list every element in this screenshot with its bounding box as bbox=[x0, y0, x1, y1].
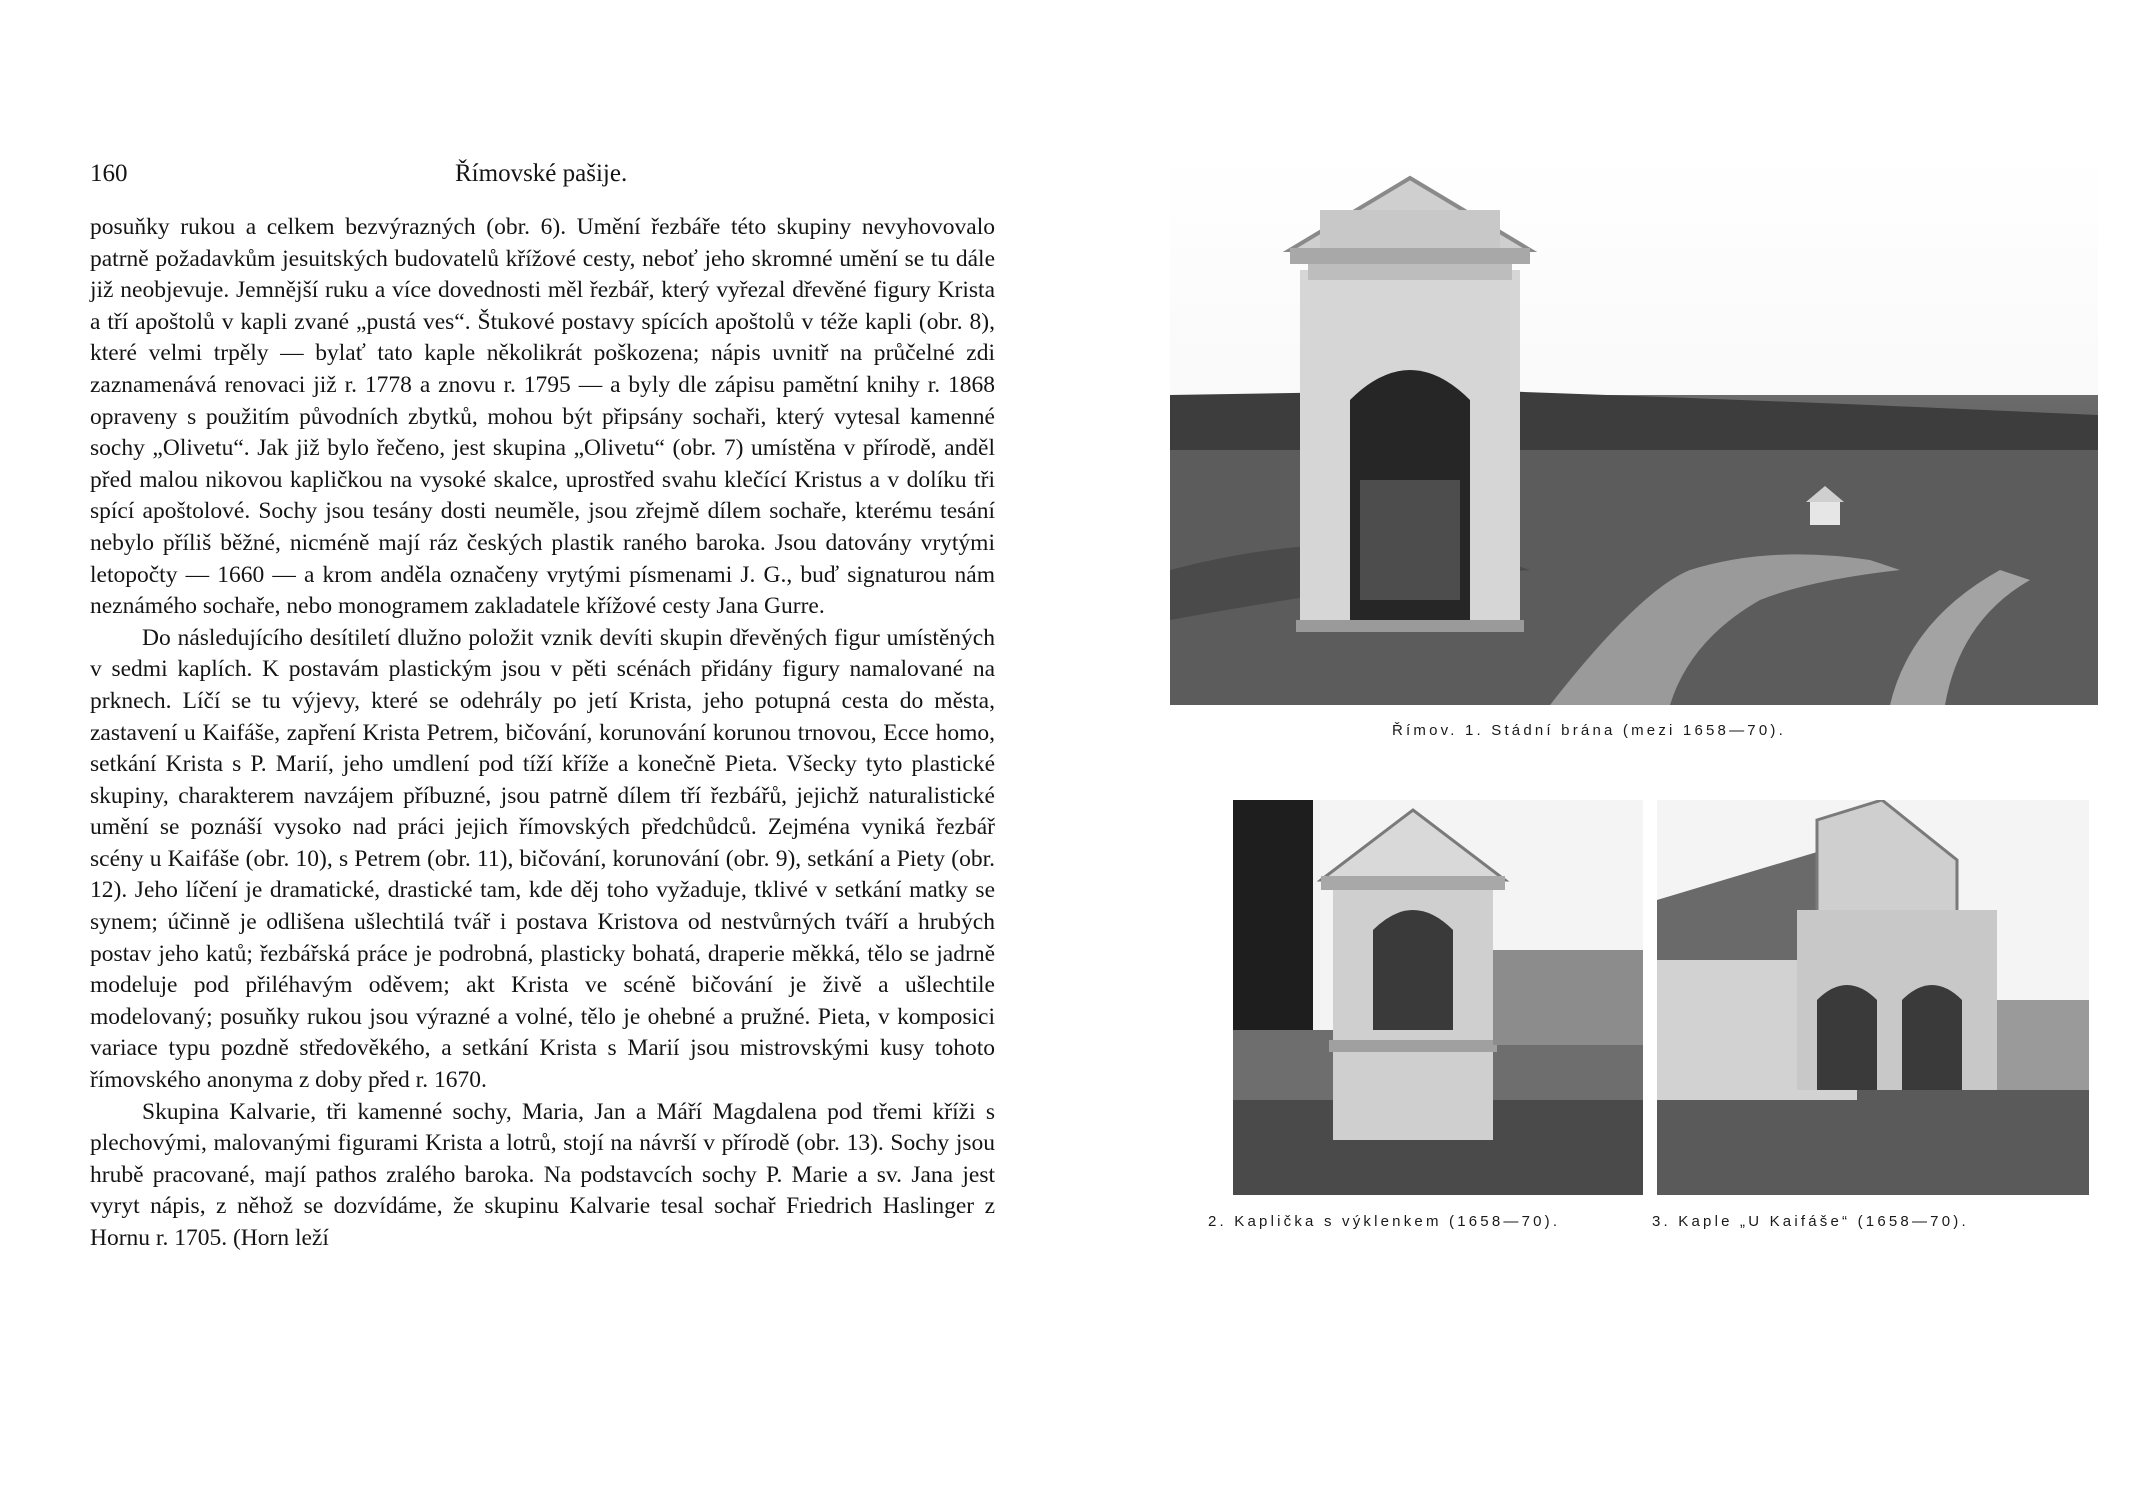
kaifas-chapel-image bbox=[1657, 800, 2089, 1195]
figure-3-caption: 3. Kaple „U Kaifáše“ (1658—70). bbox=[1652, 1213, 1969, 1230]
figure-3-photo bbox=[1657, 800, 2089, 1195]
figure-1-caption: Římov. 1. Stádní brána (mezi 1658—70). bbox=[1392, 722, 1786, 739]
paragraph-1: posuňky rukou a celkem bezvýrazných (obr. 6). Umění řezbáře této skupiny nevyhovovalo patrně požadavkům jesuitských budovatelů křížové cesty, neboť jeho skromné umění se tu dále již neobjevuje. Jemnější ruku a více dovednosti měl řezbář, který vyřezal dřevěné figury Krista a tří apoštolů v kapli zvané „pustá ves“. Štukové postavy spících apoštolů v téže kapli (obr. 8), které velmi trpěly — bylať tato kaple několikrát poškozena; nápis uvnitř na průčelné zdi zaznamenává renovaci již r. 1778 a znovu r. 1795 — a byly dle zápisu pamětní knihy r. 1868 opraveny s použitím původních zbytků, mohou být připsány sochaři, který vytesal kamenné sochy „Olivetu“. Jak již bylo řečeno, jest skupina „Olivetu“ (obr. 7) umístěna v přírodě, anděl před malou nikovou kapličkou na vysoké skalce, uprostřed svahu klečící Kristus a v dolíku tři spící apoštolové. Sochy jsou tesány dosti neuměle, jsou zřejmě dílem sochaře, kterému tesání nebylo příliš běžné, nicméně mají ráz českých plastik raného baroka. Jsou datovány vrytými letopočty — 1660 — a krom anděla označeny vrytými písmenami J. G., buď signaturou nám neznámého sochaře, nebo monogramem zakladatele křížové cesty Jana Gurre. bbox=[90, 214, 995, 620]
paragraph-3: Skupina Kalvarie, tři kamenné sochy, Maria, Jan a Máří Magdalena pod třemi kříži s plechovými, malovanými figurami Krista a lotrů, stojí na návrší v přírodě (obr. 13). Sochy jsou hrubě pracované, mají pathos zralého baroka. Na podstavcích sochy P. Marie a sv. Jana jest vyryt nápis, z něhož se dozvídáme, že skupinu Kalvarie tesal sochař Friedrich Haslinger z Hornu r. 1705. (Horn leží bbox=[90, 1098, 995, 1251]
niche-chapel-image bbox=[1233, 800, 1643, 1195]
body-text bbox=[90, 212, 995, 1255]
figure-2-photo bbox=[1233, 800, 1643, 1195]
figure-1-photo bbox=[1170, 150, 2098, 705]
right-page bbox=[1160, 150, 2120, 1450]
left-page bbox=[90, 150, 1000, 1450]
paragraph-2: Do následujícího desítiletí dlužno položit vznik devíti skupin dřevěných figur umístěných v sedmi kaplích. K postavám plastickým jsou v pěti scénách přidány figury namalované na prknech. Líčí se tu výjevy, které se odehrály po jetí Krista, jeho potupná cesta do města, zastavení u Kaifáše, zapření Krista Petrem, bičování, korunování korunou trnovou, Ecce homo, setkání Krista s P. Marií, jeho umdlení pod tíží kříže a konečně Pieta. Všecky tyto plastické skupiny, charakterem navzájem příbuzné, jsou patrně dílem tří řezbářů, jejichž naturalistické umění se poznáší vysoko nad práci jejich římovských předchůdců. Zejména vyniká řezbář scény u Kaifáše (obr. 10), s Petrem (obr. 11), bičování, korunování (obr. 9), setkání a Piety (obr. 12). Jeho líčení je dramatické, drastické tam, kde děj toho vyžaduje, tklivé v setkání matky se synem; účinně je odlišena ušlechtilá tvář i postava Kristova od nestvůrných tváří a hrubých postav jeho katů; řezbářská práce je podrobná, plasticky bohatá, draperie měkká, tělo se jadrně modeluje pod přiléhavým oděvem; akt Krista ve scéně bičování je živě a ušlechtile modelovaný; posuňky rukou jsou výrazné a volné, tělo je ohebné a pružné. Pieta, v komposici variace typu pozdně středověkého, a setkání Krista s Marií jsou mistrovskými kusy tohoto římovského anonyma z doby před r. 1670. bbox=[90, 624, 995, 1094]
figure-2-caption: 2. Kaplička s výklenkem (1658—70). bbox=[1208, 1213, 1561, 1230]
page-number: 160 bbox=[90, 160, 128, 187]
gate-landscape-image bbox=[1170, 150, 2098, 705]
running-title: Římovské pašije. bbox=[455, 160, 628, 187]
running-head bbox=[90, 160, 1000, 200]
